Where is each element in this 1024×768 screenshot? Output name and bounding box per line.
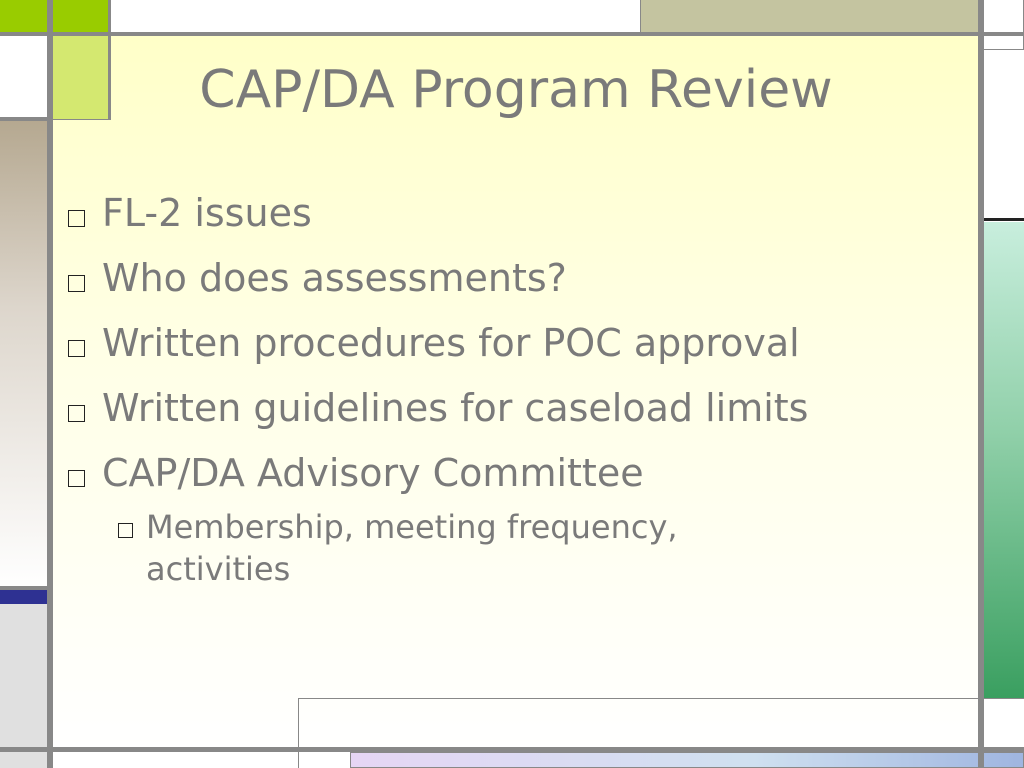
bullet-list [62, 189, 962, 590]
square-bullet-icon [68, 210, 85, 227]
bullet-text: Who does assessments? [102, 256, 567, 300]
bullet-item [62, 254, 962, 302]
left-navy-stripe [0, 590, 48, 604]
bullet-text: FL-2 issues [102, 191, 312, 235]
square-bullet-icon [68, 470, 85, 487]
slide-title: CAP/DA Program Review [199, 60, 833, 120]
square-bullet-icon [68, 405, 85, 422]
sub-bullet-item [62, 506, 806, 590]
right-teal-gradient-strip [984, 222, 1024, 698]
bullet-item [62, 449, 962, 497]
left-gray-block [0, 604, 48, 768]
frame-line-left-h2 [0, 586, 53, 590]
sub-bullet-text: Membership, meeting frequency, activities [146, 508, 678, 588]
square-bullet-icon [68, 340, 85, 357]
right-dark-line [984, 218, 1024, 221]
bullet-item [62, 189, 962, 237]
bullet-item [62, 384, 962, 432]
frame-line-bottom [0, 747, 1024, 752]
green-corner-block [0, 0, 110, 33]
bullet-text: Written procedures for POC approval [102, 321, 800, 365]
bottom-outline-box [298, 698, 1024, 768]
square-bullet-icon [68, 275, 85, 292]
bullet-text: CAP/DA Advisory Committee [102, 451, 644, 495]
frame-line-top [0, 32, 1024, 36]
left-tan-gradient-strip [0, 120, 48, 590]
bullet-text: Written guidelines for caseload limits [102, 386, 809, 430]
square-bullet-icon [118, 523, 133, 538]
frame-line-left-h1 [0, 117, 53, 121]
bullet-item [62, 319, 962, 367]
